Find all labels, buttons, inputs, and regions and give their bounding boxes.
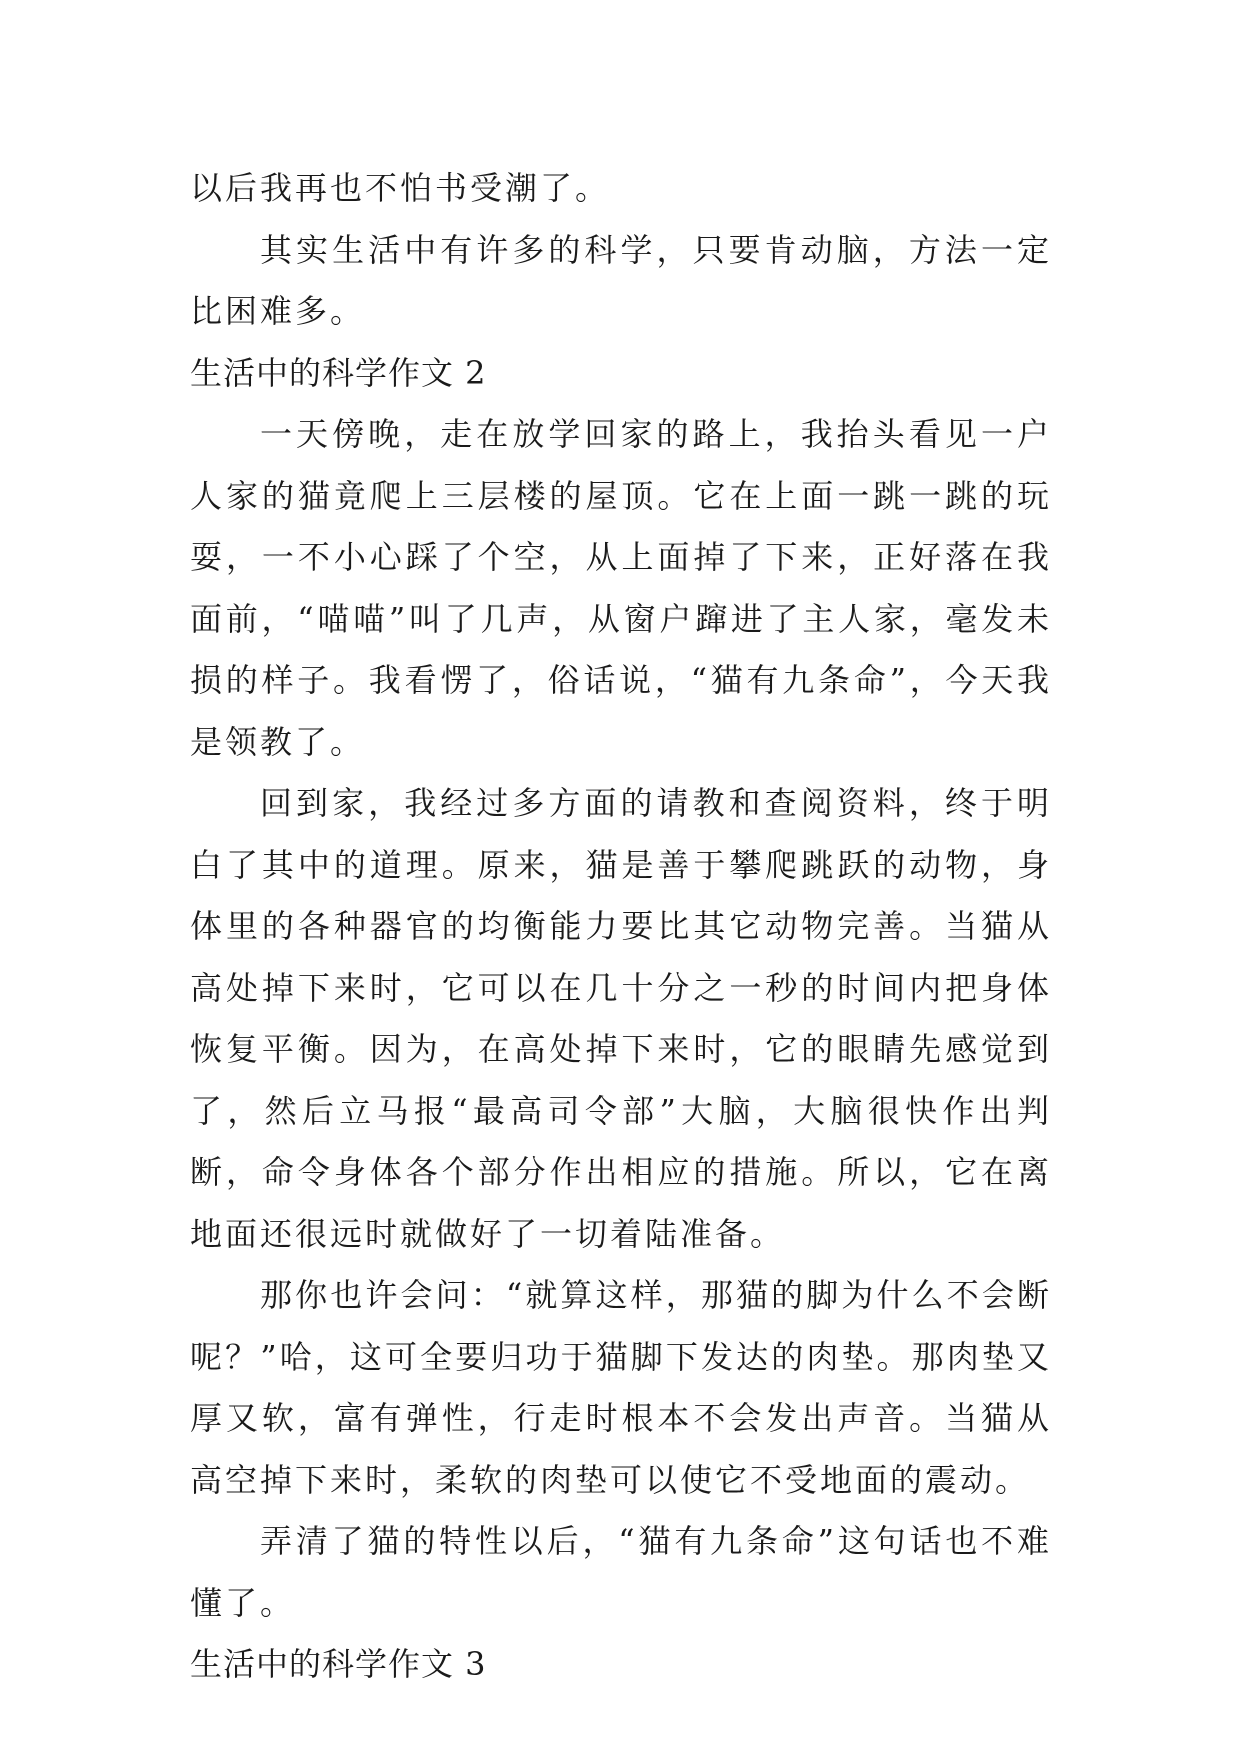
- paragraph: 一天傍晚，走在放学回家的路上，我抬头看见一户人家的猫竟爬上三层楼的屋顶。它在上面一跳一跳的玩耍，一不小心踩了个空，从上面掉了下来，正好落在我面前，“喵喵”叫了几声，从窗户蹿进了主人家，毫发未损的样子。我看愣了，俗话说，“猫有九条命”，今天我是领教了。: [190, 415, 1052, 761]
- paragraph: 那你也许会问：“就算这样，那猫的脚为什么不会断呢？”哈，这可全要归功于猫脚下发达的肉垫。那肉垫又厚又软，富有弹性，行走时根本不会发出声音。当猫从高空掉下来时，柔软的肉垫可以使它不受地面的震动。: [190, 1276, 1052, 1499]
- essay-title: 生活中的科学作文 3: [190, 1645, 487, 1683]
- paragraph-continued: 以后我再也不怕书受潮了。: [190, 169, 611, 207]
- paragraph: 其实生活中有许多的科学，只要肯动脑，方法一定比困难多。: [190, 230, 1052, 330]
- paragraph: 回到家，我经过多方面的请教和查阅资料，终于明白了其中的道理。原来，猫是善于攀爬跳跃的动物，身体里的各种器官的均衡能力要比其它动物完善。当猫从高处掉下来时，它可以在几十分之一秒的时间内把身体恢复平衡。因为，在高处掉下来时，它的眼睛先感觉到了，然后立马报“最高司令部”大脑，大脑很快作出判断，命令身体各个部分作出相应的措施。所以，它在离地面还很远时就做好了一切着陆准备。: [190, 784, 1052, 1253]
- document-body: [190, 158, 1052, 1696]
- essay-title: 生活中的科学作文 2: [190, 353, 487, 392]
- paragraph: 弄清了猫的特性以后，“猫有九条命”这句话也不难懂了。: [190, 1522, 1052, 1622]
